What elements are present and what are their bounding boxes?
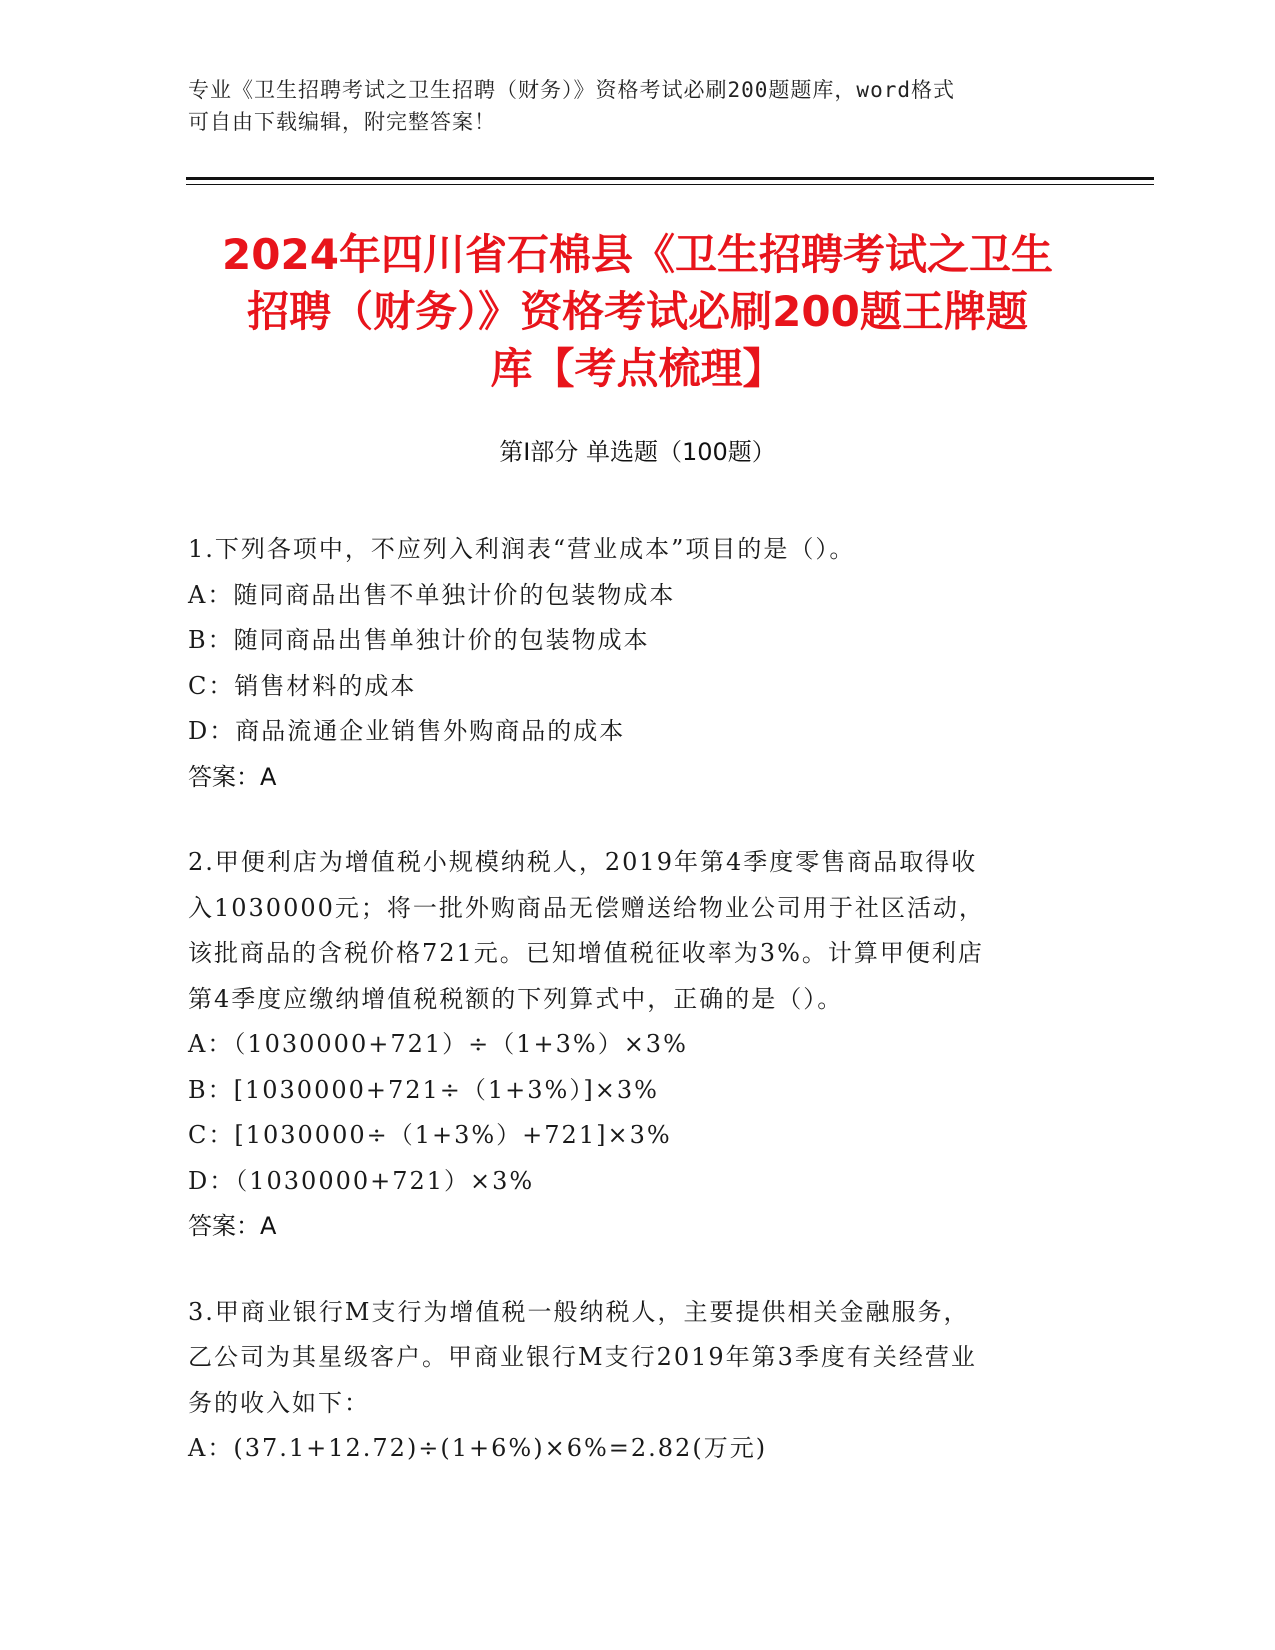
question-stem-line: 第4季度应缴纳增值税税额的下列算式中，正确的是（）。 <box>188 984 844 1013</box>
header-note <box>188 74 1068 138</box>
option-a: A：（1030000+721）÷（1+3%）×3% <box>188 1030 688 1058</box>
question-stem-line: 2.甲便利店为增值税小规模纳税人，2019年第4季度零售商品取得收 <box>188 848 978 876</box>
option-a: A：随同商品出售不单独计价的包装物成本 <box>188 580 676 609</box>
option-d: D：商品流通企业销售外购商品的成本 <box>188 717 626 745</box>
question-stem-line: 3.甲商业银行M支行为增值税一般纳税人，主要提供相关金融服务， <box>188 1297 970 1326</box>
option-b: B：[1030000+721÷（1+3%）]×3% <box>188 1075 659 1104</box>
option-a: A：(37.1+12.72)÷(1+6%)×6%=2.82(万元) <box>188 1434 768 1462</box>
document-title-line-3: 库【考点梳理】 <box>490 344 785 393</box>
question-stem-line: 乙公司为其星级客户。甲商业银行M支行2019年第3季度有关经营业 <box>188 1343 977 1371</box>
header-rule-thick <box>186 177 1154 180</box>
header-note-line-1: 专业《卫生招聘考试之卫生招聘（财务）》资格考试必刷200题题库，word格式 <box>188 78 955 102</box>
option-c: C：销售材料的成本 <box>188 671 417 700</box>
document-title-line-2: 招聘（财务）》资格考试必刷200题王牌题 <box>247 287 1028 336</box>
question-list <box>188 527 1073 1512</box>
question-stem-line: 入1030000元；将一批外购商品无偿赠送给物业公司用于社区活动， <box>188 893 985 922</box>
header-rule-thin <box>186 184 1154 185</box>
answer-label: 答案：A <box>188 762 277 791</box>
question-stem: 1.下列各项中，不应列入利润表“营业成本”项目的是（）。 <box>188 535 856 563</box>
option-c: C：[1030000÷（1+3%）+721]×3% <box>188 1121 672 1149</box>
section-heading: 第Ⅰ部分 单选题（100题） <box>499 438 776 466</box>
answer-label: 答案：A <box>188 1212 277 1240</box>
document-title-line-1: 2024年四川省石棉县《卫生招聘考试之卫生 <box>222 230 1053 279</box>
document-title <box>170 226 1105 397</box>
question-2 <box>188 840 1073 1250</box>
question-3 <box>188 1290 1073 1472</box>
option-d: D：（1030000+721）×3% <box>188 1166 535 1195</box>
question-stem-line: 该批商品的含税价格721元。已知增值税征收率为3%。计算甲便利店 <box>188 939 984 967</box>
question-1 <box>188 527 1073 800</box>
question-stem-line: 务的收入如下： <box>188 1388 370 1417</box>
header-note-line-2: 可自由下载编辑，附完整答案！ <box>188 110 496 134</box>
option-b: B：随同商品出售单独计价的包装物成本 <box>188 626 650 654</box>
